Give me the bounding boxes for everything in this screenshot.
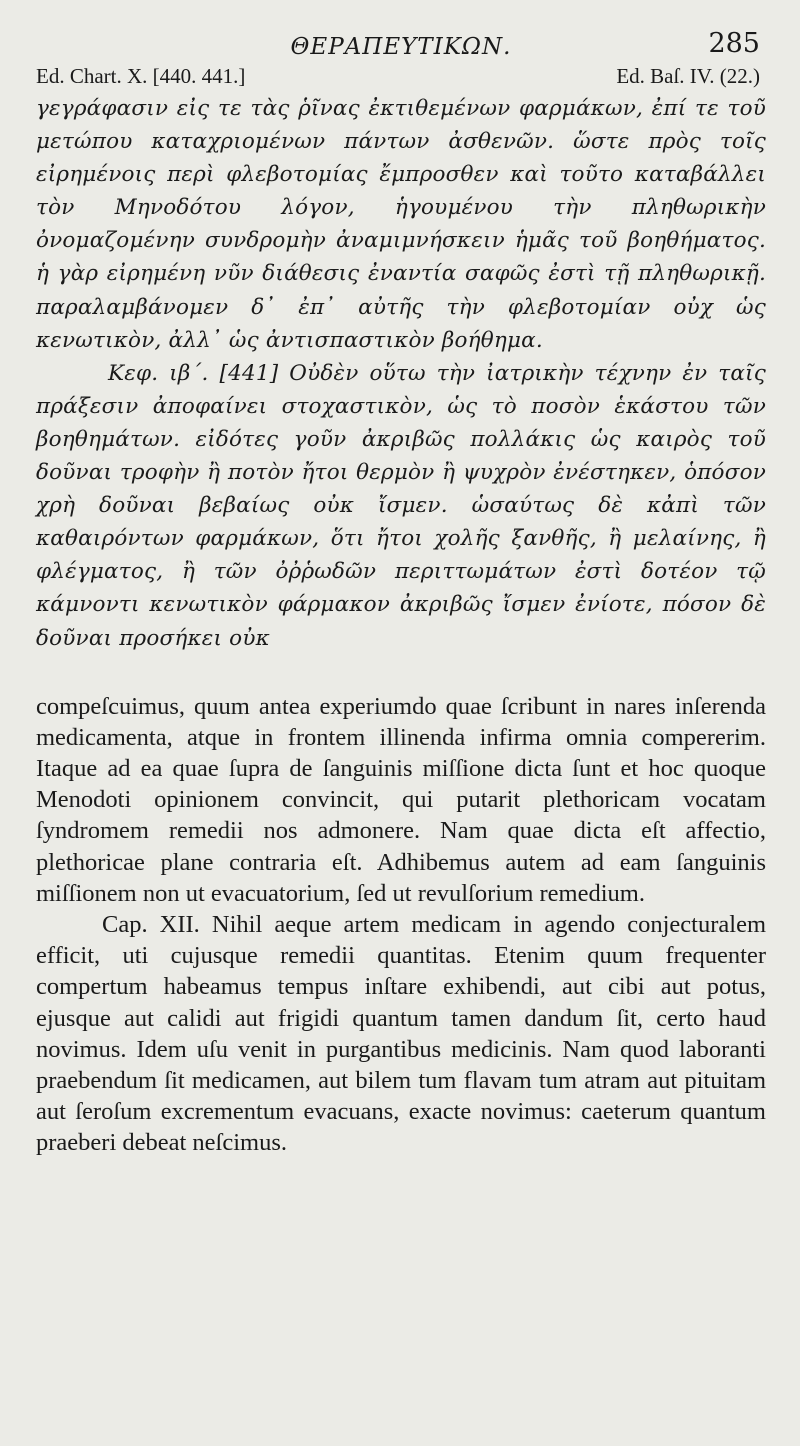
page-number: 285 [708,28,760,59]
edition-reference-line [36,62,766,92]
running-title: ΘΕΡΑΠΕΥΤΙΚΩΝ. [290,34,512,60]
latin-paragraph-2: Cap. XII. Nihil aeque artem medicam in agendo conjecturalem efficit, uti cujusque remedii quantitas. Etenim quum frequenter compertum habeamus tempus inſtare exhibendi, aut cibi aut potus, ejusque aut calidi aut frigidi quantum tamen dandum ſit, certo haud novimus. Idem uſu venit in purgantibus medicinis. Nam quod laboranti praebendum ſit medicamen, aut bilem tum flavam tum atram aut pituitam aut ſeroſum excrementum evacuans, exacte novimus: caeterum quantum praeberi debeat neſcimus. [36,911,766,1157]
edition-chartier-ref: Ed. Chart. X. [440. 441.] [36,64,246,88]
running-head [36,28,766,62]
latin-paragraph-1: compeſcuimus, quum antea experiumdo quae ſcribunt in nares inſerenda medicamenta, atque in frontem illinenda infirma omnia compererim. Itaque ad ea quae ſupra de ſanguinis miſſione dicta ſunt et hoc quoque Menodoti opinionem convincit, qui putarit plethoricam vocatam ſyndromem remedii nos admonere. Nam quae dicta eſt affectio, plethoricae plane contraria eſt. Adhibemus autem ad eam ſanguinis miſſionem non ut evacuatorium, ſed ut revulſorium remedium. [36,692,766,907]
greek-paragraph-1: γεγράφασιν εἰς τε τὰς ῥῖνας ἐκτιθεμένων φαρμάκων, ἐπί τε τοῦ μετώπου καταχριομένων πάντων ἀσθενῶν. ὥστε πρὸς τοῖς εἰρημένοις περὶ φλεβοτομίας ἔμπροσθεν καὶ τοῦτο καταβάλλει τὸν Μηνοδότου λόγον, ἡγουμένου τὴν πληθωρικὴν ὀνομαζομένην συνδρομὴν ἀναμιμνήσκειν ἡμᾶς τοῦ βοηθήματος. ἡ γὰρ εἰρημένη νῦν διάθεσις ἐναντία σαφῶς ἐστὶ τῇ πληθωρικῇ. παραλαμβάνομεν δ᾽ ἐπ᾽ αὐτῆς τὴν φλεβοτομίαν οὐχ ὡς κενωτικὸν, ἀλλ᾽ ὡς ἀντισπαστικὸν βοήθημα. [36,96,766,353]
greek-paragraph-2: Κεφ. ιβ΄. [441] Οὐδὲν οὕτω τὴν ἰατρικὴν τέχνην ἐν ταῖς πράξεσιν ἀποφαίνει στοχαστικὸν, ὡς τὸ ποσὸν ἑκάστου τῶν βοηθημάτων. εἰδότες γοῦν ἀκριβῶς πολλάκις ὡς καιρὸς τοῦ δοῦναι τροφὴν ἢ ποτὸν ἤτοι θερμὸν ἢ ψυχρὸν ἐνέστηκεν, ὁπόσον χρὴ δοῦναι βεβαίως οὐκ ἴσμεν. ὡσαύτως δὲ κἀπὶ τῶν καθαιρόντων φαρμάκων, ὅτι ἤτοι χολῆς ξανθῆς, ἢ μελαίνης, ἢ φλέγματος, ἢ τῶν ὀῤῥωδῶν περιττωμάτων ἐστὶ δοτέον τῷ κάμνοντι κενωτικὸν φάρμακον ἀκριβῶς ἴσμεν ἐνίοτε, πόσον δὲ δοῦναι προσήκει οὐκ [36,360,766,651]
edition-basel-ref: Ed. Baſ. IV. (22.) [616,64,760,88]
greek-text-block [36,92,766,655]
latin-text-block [36,691,766,1159]
